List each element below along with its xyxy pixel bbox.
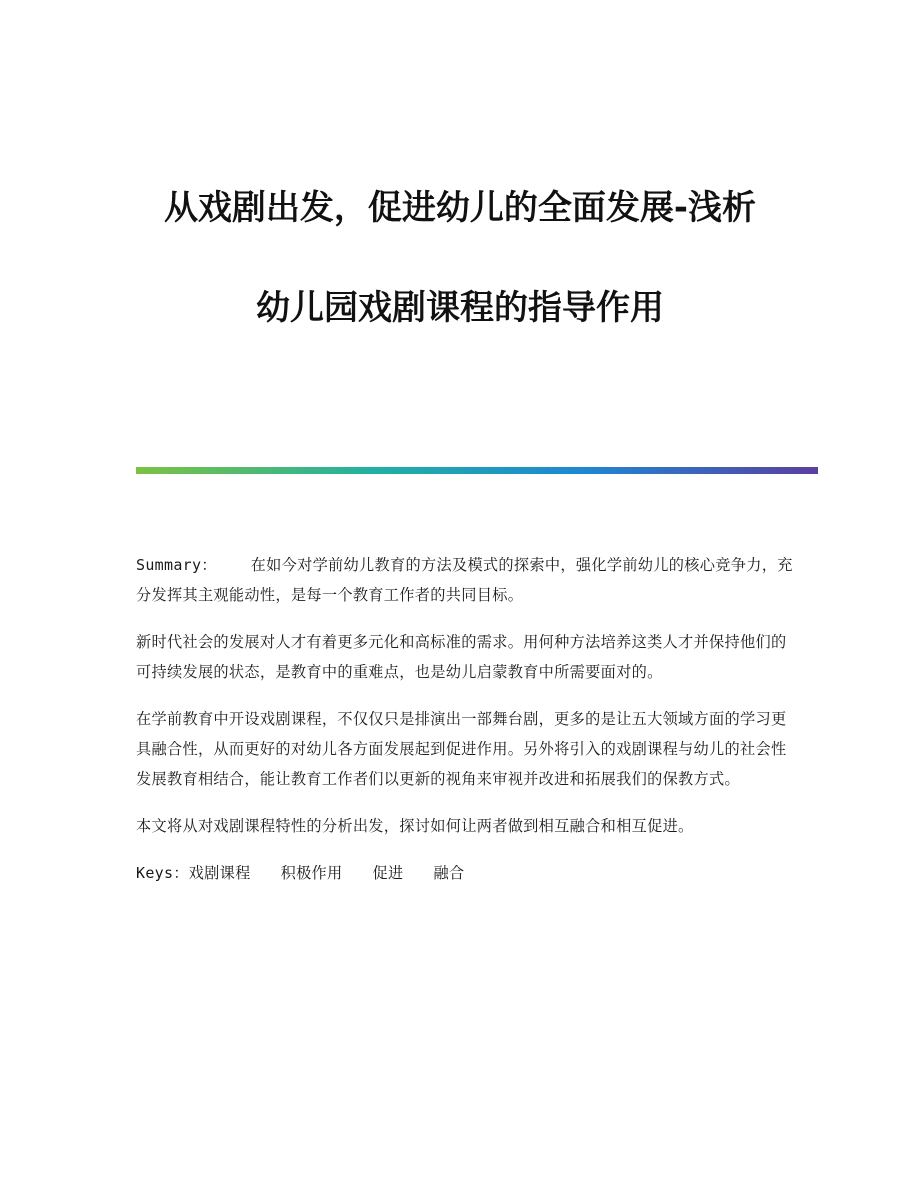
- keyword: 戏剧课程: [188, 864, 251, 882]
- summary-label: Summary：: [136, 556, 217, 574]
- summary-paragraph: [136, 550, 796, 610]
- gradient-divider: [136, 467, 818, 474]
- title-line-2: 幼儿园戏剧课程的指导作用: [256, 288, 664, 328]
- body-paragraph-3: 本文将从对戏剧课程特性的分析出发，探讨如何让两者做到相互融合和相互促进。: [136, 817, 694, 835]
- keyword: 积极作用: [280, 864, 343, 882]
- title-line-1: 从戏剧出发，促进幼儿的全面发展-浅析: [163, 188, 757, 228]
- body-paragraph-1: 新时代社会的发展对人才有着更多元化和高标准的需求。用何种方法培养这类人才并保持他们的可持续发展的状态，是教育中的重难点，也是幼儿启蒙教育中所需要面对的。: [136, 633, 787, 681]
- keyword: 融合: [433, 864, 465, 882]
- body-paragraph-2: 在学前教育中开设戏剧课程，不仅仅只是排演出一部舞台剧，更多的是让五大领域方面的学习更具融合性，从而更好的对幼儿各方面发展起到促进作用。另外将引入的戏剧课程与幼儿的社会性发展教育相结合，能让教育工作者们以更新的视角来审视并改进和拓展我们的保教方式。: [136, 710, 787, 788]
- summary-text: 在如今对学前幼儿教育的方法及模式的探索中，强化学前幼儿的核心竞争力，充分发挥其主观能动性，是每一个教育工作者的共同目标。: [136, 556, 793, 604]
- keys-label: Keys：: [136, 864, 189, 882]
- keyword: 促进: [372, 864, 404, 882]
- keywords-line: [136, 858, 796, 888]
- document-body: [136, 550, 796, 905]
- document-title: [60, 188, 860, 328]
